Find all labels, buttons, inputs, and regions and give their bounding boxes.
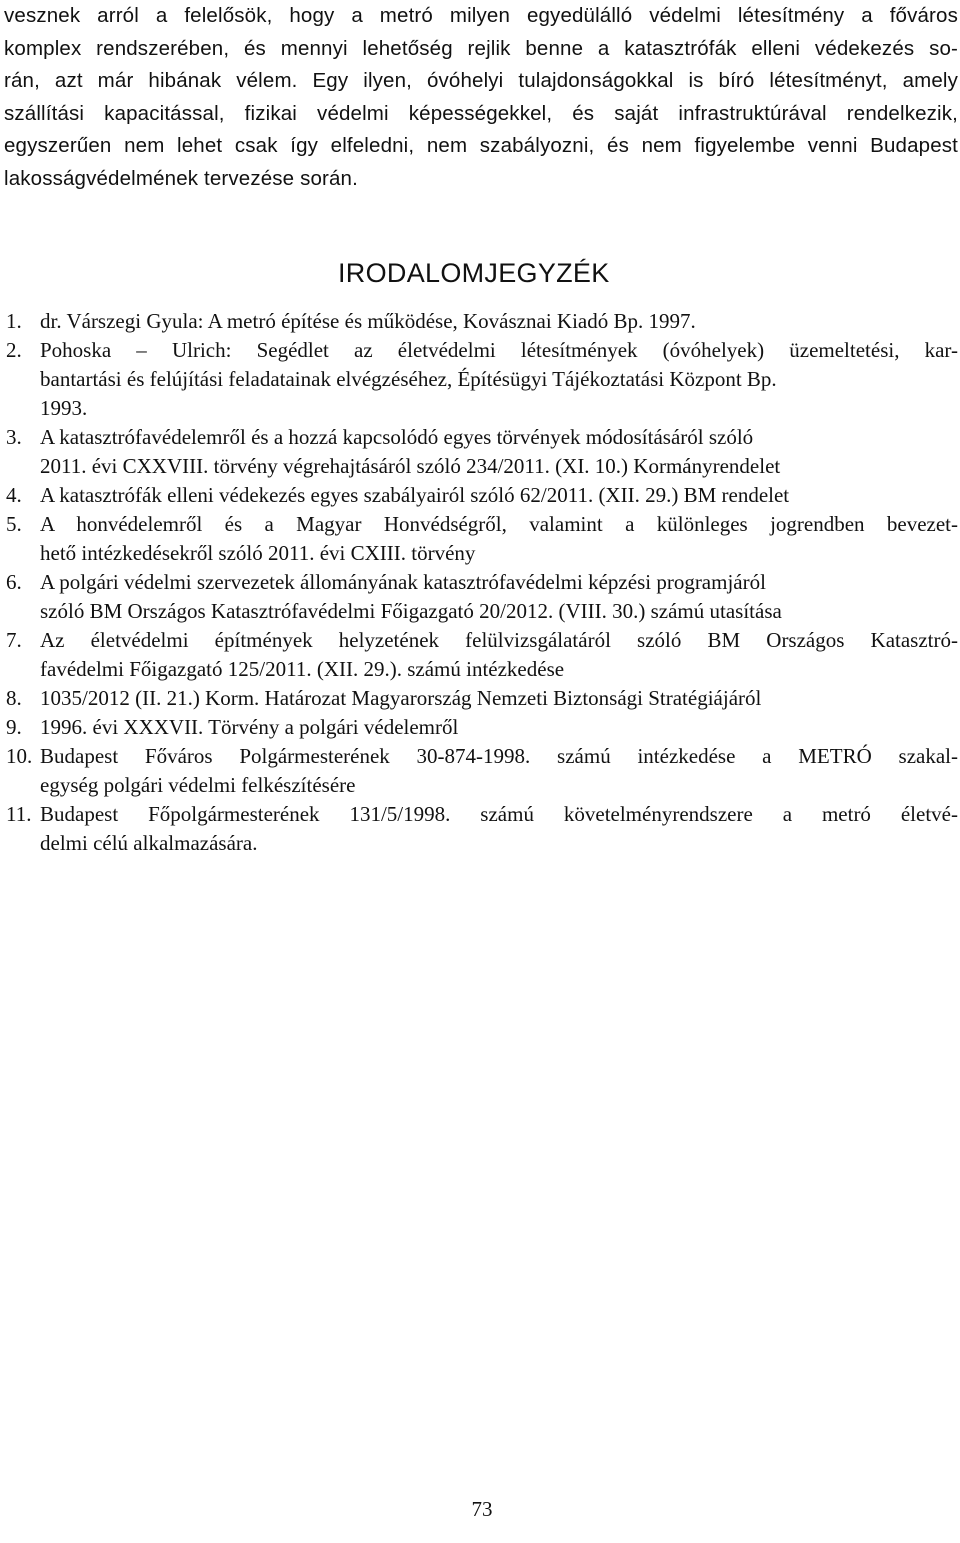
reference-line: Budapest Főváros Polgármesterének 30-874-1998. számú intézkedése a METRÓ szakal- [40,744,958,768]
reference-item [6,336,958,423]
body-paragraph [4,0,958,195]
paragraph-line: egyszerűen nem lehet csak így elfeledni, nem szabályozni, és nem figyelembe venni Budapest [4,134,958,157]
paragraph-line: rán, azt már hibának vélem. Egy ilyen, óvóhelyi tulajdonságokkal is bíró létesítményt, amely [4,69,958,92]
reference-line: A polgári védelmi szervezetek állományának katasztrófavédelmi képzési programjáról [40,570,766,594]
reference-item [6,800,958,858]
section-heading: IRODALOMJEGYZÉK [338,258,610,288]
reference-line: egység polgári védelmi felkészítésére [40,773,356,797]
reference-line: A katasztrófák elleni védekezés egyes szabályairól szóló 62/2011. (XII. 29.) BM rendelet [40,483,790,507]
reference-number: 1. [6,309,22,333]
reference-line: favédelmi Főigazgató 125/2011. (XII. 29.). számú intézkedése [40,657,565,681]
reference-item [6,684,958,713]
reference-number: 4. [6,483,22,507]
reference-number: 3. [6,425,22,449]
reference-line: A honvédelemről és a Magyar Honvédségről, valamint a különleges jogrendben bevezet- [40,512,958,536]
reference-item [6,307,958,336]
paragraph-line: komplex rendszerében, és mennyi lehetőség rejlik benne a katasztrófák elleni védekezés so- [4,36,958,60]
reference-line: Az életvédelmi építmények helyzetének felülvizsgálatáról szóló BM Országos Katasztró- [40,628,958,652]
reference-number: 10. [6,744,33,768]
reference-line: bantartási és felújítási feladatainak elvégzéséhez, Építésügyi Tájékoztatási Központ Bp. [40,367,777,391]
reference-line: Budapest Főpolgármesterének 131/5/1998. számú követelményrendszere a metró életvé- [40,802,958,826]
reference-line: 1993. [40,396,88,420]
reference-line: 1035/2012 (II. 21.) Korm. Határozat Magyarország Nemzeti Biztonsági Stratégiájáról [40,686,762,710]
reference-item [6,568,958,626]
reference-number: 11. [6,802,32,826]
reference-list [6,307,958,858]
page-number: 73 [471,1497,493,1521]
reference-line: dr. Várszegi Gyula: A metró építése és működése, Kovásznai Kiadó Bp. 1997. [40,309,696,333]
reference-number: 8. [6,686,22,710]
reference-item [6,510,958,568]
reference-number: 6. [6,570,22,594]
paragraph-line: vesznek arról a felelősök, hogy a metró milyen egyedülálló védelmi létesítmény a főváros [4,4,958,27]
reference-line: 2011. évi CXXVIII. törvény végrehajtásáról szóló 234/2011. (XI. 10.) Kormányrendelet [40,454,781,478]
reference-number: 9. [6,715,22,739]
reference-item [6,742,958,800]
reference-item [6,481,958,510]
reference-item [6,423,958,481]
reference-line: Pohoska – Ulrich: Segédlet az életvédelmi létesítmények (óvóhelyek) üzemeltetési, kar- [40,338,958,362]
reference-item [6,713,958,742]
paragraph-line: lakosságvédelmének tervezése során. [4,166,358,190]
reference-number: 5. [6,512,22,536]
reference-line: delmi célú alkalmazására. [40,831,258,855]
reference-line: 1996. évi XXXVII. Törvény a polgári védelemről [40,715,459,739]
reference-number: 2. [6,338,22,362]
reference-line: A katasztrófavédelemről és a hozzá kapcsolódó egyes törvények módosításáról szóló [40,425,754,449]
reference-line: szóló BM Országos Katasztrófavédelmi Főigazgató 20/2012. (VIII. 30.) számú utasítása [40,599,782,623]
reference-line: hető intézkedésekről szóló 2011. évi CXIII. törvény [40,541,476,565]
reference-item [6,626,958,684]
reference-number: 7. [6,628,22,652]
paragraph-line: szállítási kapacitással, fizikai védelmi képességekkel, és saját infrastruktúrával rendelkezik, [4,101,958,125]
